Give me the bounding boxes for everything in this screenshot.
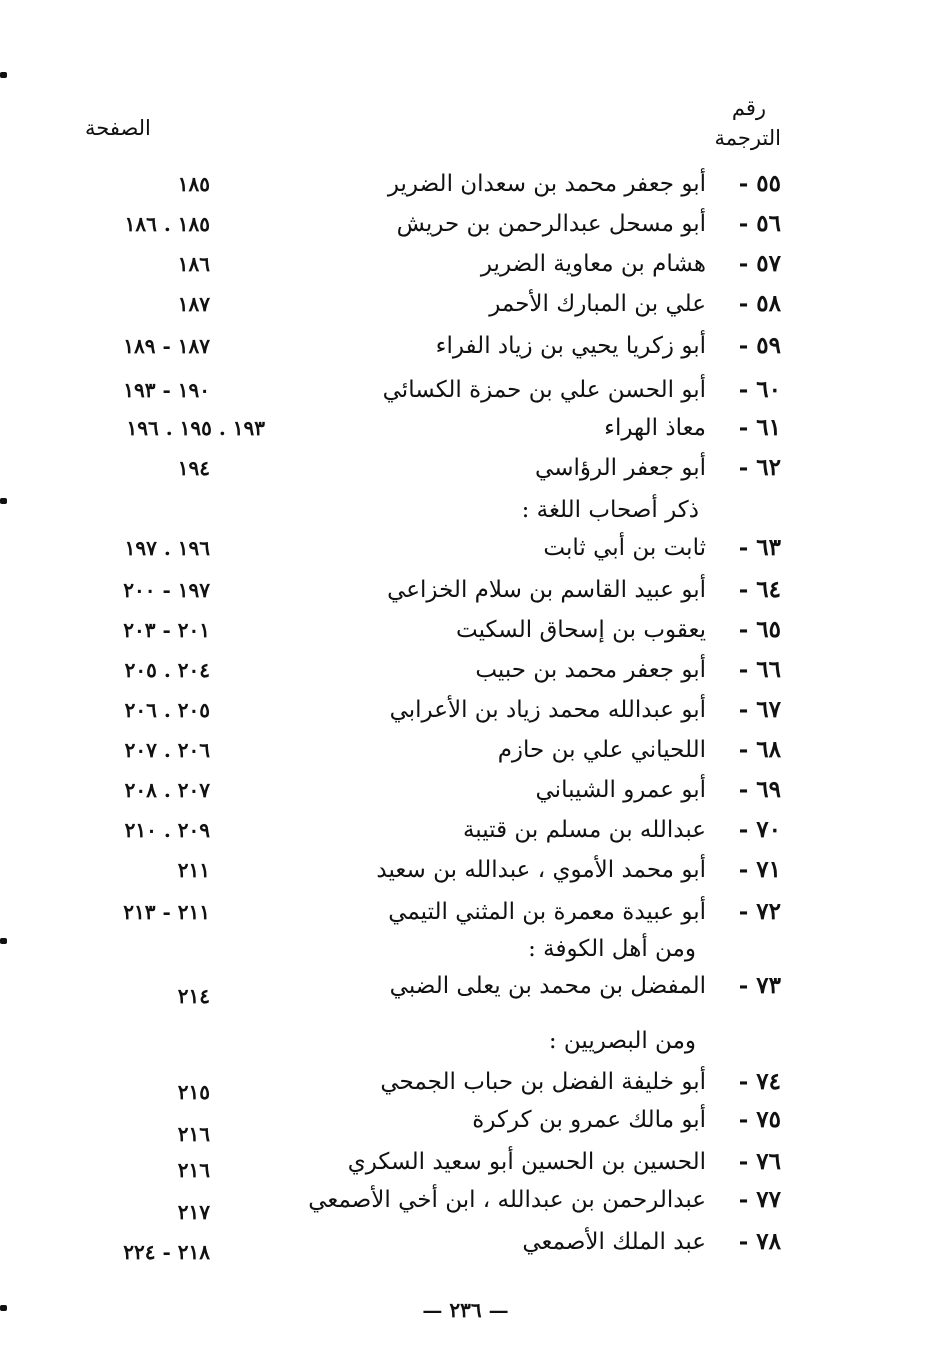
entry-number: ٥٦ [756,210,781,237]
entry-name: أبو عمرو الشيباني [535,777,706,803]
entry-dash: - [738,1068,749,1095]
entry-number: ٧١ [756,856,781,883]
entry-pages: ٢١٧ [177,1200,210,1224]
entry-dash: - [738,656,749,683]
entry-dash: - [738,1186,749,1213]
section-heading: ومن أهل الكوفة : [528,936,696,962]
entry-number: ٦٦ [756,656,781,683]
entry-dash: - [738,250,749,277]
entry-dash: - [738,776,749,803]
entry-name: أبو عبيد القاسم بن سلام الخزاعي [387,577,706,603]
entry-pages: ٢٠١ - ٢٠٣ [123,618,210,642]
entry-pages: ٢٠٥ . ٢٠٦ [124,698,210,722]
index-entry [0,1222,931,1262]
binding-mark [0,498,7,504]
entry-number: ٧٣ [756,972,781,999]
index-entry [0,528,931,568]
page-number: — ٢٣٦ — [422,1298,509,1322]
entry-name: المفضل بن محمد بن يعلى الضبي [389,973,706,999]
column-header-page: الصفحة [85,116,151,140]
entry-number: ٦٠ [756,376,781,403]
entry-dash: - [738,898,749,925]
index-entry [0,1142,931,1182]
entry-pages: ٢٠٤ . ٢٠٥ [124,658,210,682]
entry-name: علي بن المبارك الأحمر [489,291,706,317]
entry-name: معاذ الهراء [604,415,706,441]
entry-number: ٥٧ [756,250,781,277]
index-entry [0,810,931,850]
entry-name: يعقوب بن إسحاق السكيت [455,617,706,643]
entry-name: أبو محمد الأموي ، عبدالله بن سعيد [376,857,706,883]
entry-name: أبو عبدالله محمد زياد بن الأعرابي [389,697,706,723]
entry-pages: ٢١١ [177,858,210,882]
entry-number: ٧٦ [756,1148,781,1175]
entry-dash: - [738,816,749,843]
index-entry [0,570,931,610]
entry-pages: ١٨٧ [177,292,210,316]
entry-number: ٥٩ [756,332,781,359]
entry-dash: - [738,534,749,561]
entry-pages: ١٩٠ - ١٩٣ [123,378,210,402]
index-entry [0,448,931,488]
entry-pages: ٢١٨ - ٢٢٤ [123,1240,210,1264]
index-entry [0,892,931,932]
entry-name: أبو زكريا يحيي بن زياد الفراء [435,333,706,359]
entry-name: أبو مالك عمرو بن كركرة [472,1107,706,1133]
entry-pages: ٢٠٩ . ٢١٠ [124,818,210,842]
index-entry [0,690,931,730]
entry-pages: ١٩٤ [177,456,210,480]
entry-name: أبو جعفر محمد بن حبيب [475,657,706,683]
index-entry [0,244,931,284]
entry-dash: - [738,210,749,237]
entry-dash: - [738,1148,749,1175]
entry-name: أبو عبيدة معمرة بن المثني التيمي [388,899,706,925]
entry-dash: - [738,616,749,643]
entry-number: ٧٢ [756,898,781,925]
entry-dash: - [738,576,749,603]
entry-dash: - [738,736,749,763]
entry-dash: - [738,414,749,441]
entry-dash: - [738,856,749,883]
entry-pages: ١٨٦ [177,252,210,276]
entry-number: ٦٩ [756,776,781,803]
entry-dash: - [738,696,749,723]
entry-number: ٥٥ [756,170,781,197]
index-entry [0,1062,931,1102]
entry-name: الحسين بن الحسين أبو سعيد السكري [347,1149,706,1175]
entry-dash: - [738,170,749,197]
entry-name: عبد الملك الأصمعي [522,1229,706,1255]
entry-pages: ١٩٣ . ١٩٥ . ١٩٦ [126,416,265,440]
entry-name: اللحياني علي بن حازم [497,737,706,763]
section-heading: ومن البصريين : [548,1028,696,1054]
column-header-number: رقم [731,96,766,120]
entry-number: ٧٠ [756,816,781,843]
entry-number: ٦٧ [756,696,781,723]
entry-number: ٦٤ [756,576,781,603]
entry-number: ٦١ [756,414,781,441]
index-entry [0,650,931,690]
entry-pages: ١٩٧ - ٢٠٠ [123,578,210,602]
entry-dash: - [738,972,749,999]
entry-number: ٦٥ [756,616,781,643]
entry-number: ٦٢ [756,454,781,481]
entry-number: ٦٨ [756,736,781,763]
entry-dash: - [738,290,749,317]
index-entry [0,966,931,1006]
entry-name: أبو جعفر محمد بن سعدان الضرير [387,171,706,197]
entry-number: ٥٨ [756,290,781,317]
entry-number: ٦٣ [756,534,781,561]
entry-number: ٧٥ [756,1106,781,1133]
index-entry [0,770,931,810]
entry-pages: ١٨٧ - ١٨٩ [123,334,210,358]
binding-mark [0,72,7,78]
index-entry [0,284,931,324]
entry-pages: ٢١٤ [177,984,210,1008]
entry-dash: - [738,376,749,403]
entry-number: ٧٤ [756,1068,781,1095]
section-heading: ذكر أصحاب اللغة : [521,497,699,523]
entry-pages: ٢٠٧ . ٢٠٨ [124,778,210,802]
entry-pages: ٢١٥ [177,1080,210,1104]
index-entry [0,164,931,204]
entry-pages: ٢١٦ [177,1158,210,1182]
entry-name: ثابت بن أبي ثابت [543,535,706,561]
entry-name: أبو الحسن علي بن حمزة الكسائي [382,377,706,403]
entry-number: ٧٨ [756,1228,781,1255]
entry-dash: - [738,454,749,481]
index-entry [0,850,931,890]
entry-name: أبو خليفة الفضل بن حباب الجمحي [380,1069,706,1095]
index-entry [0,610,931,650]
index-entry [0,408,931,448]
entry-pages: ٢٠٦ . ٢٠٧ [124,738,210,762]
entry-name: عبدالرحمن بن عبدالله ، ابن أخي الأصمعي [308,1187,706,1213]
entry-name: هشام بن معاوية الضرير [480,251,706,277]
column-header-number-sub: الترجمة [714,126,781,150]
index-entry [0,1180,931,1224]
entry-name: أبو مسحل عبدالرحمن بن حريش [396,211,706,237]
entry-pages: ١٩٦ . ١٩٧ [124,536,210,560]
entry-number: ٧٧ [756,1186,781,1213]
entry-dash: - [738,332,749,359]
entry-pages: ١٨٥ . ١٨٦ [124,212,210,236]
index-entry [0,1100,931,1146]
entry-pages: ٢١١ - ٢١٣ [123,900,210,924]
entry-dash: - [738,1228,749,1255]
binding-mark [0,938,7,944]
index-entry [0,370,931,410]
entry-pages: ١٨٥ [177,172,210,196]
index-entry [0,204,931,244]
index-entry [0,730,931,770]
index-entry [0,326,931,366]
entry-name: أبو جعفر الرؤاسي [535,455,706,481]
entry-pages: ٢١٦ [177,1122,210,1146]
entry-dash: - [738,1106,749,1133]
entry-name: عبدالله بن مسلم بن قتيبة [462,817,706,843]
